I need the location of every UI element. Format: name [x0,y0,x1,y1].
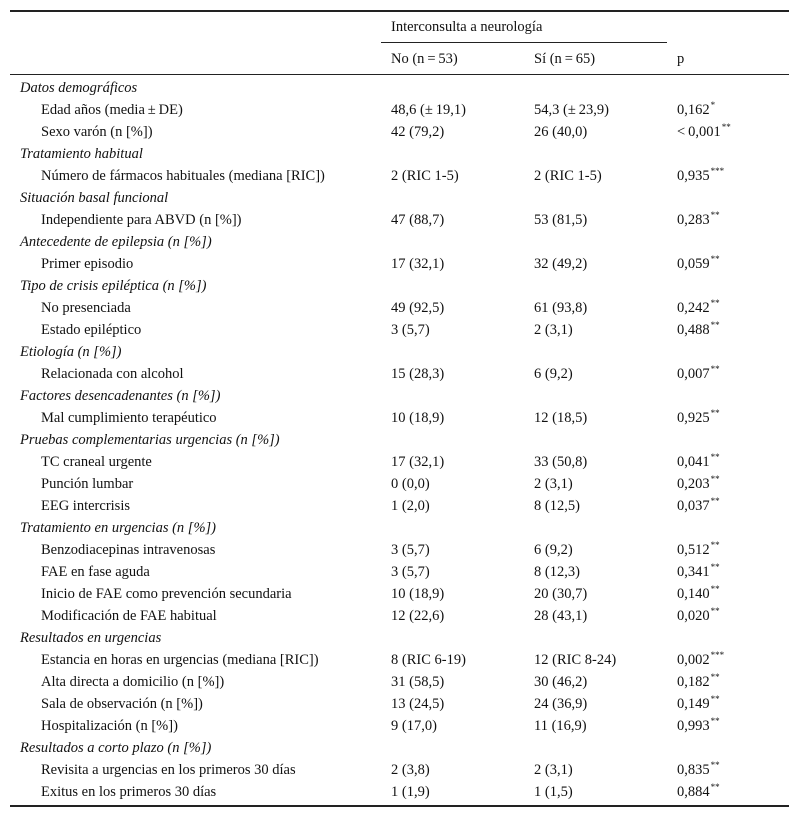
p-value: 0,242 [677,300,710,316]
row-label: Modificación de FAE habitual [41,608,217,624]
p-value: 0,037 [677,498,710,514]
cell-no: 13 (24,5) [391,696,445,712]
cell-si: 61 (93,8) [534,300,588,316]
p-footnote-marker: ** [710,452,720,462]
table-row [0,165,800,187]
cell-no: 17 (32,1) [391,256,445,272]
p-footnote-marker: ** [710,496,720,506]
p-value: 0,162 [677,102,710,118]
column-group-underline [381,42,667,43]
cell-si: 6 (9,2) [534,542,573,558]
cell-no: 49 (92,5) [391,300,445,316]
cell-no: 10 (18,9) [391,410,445,426]
p-value: 0,020 [677,608,710,624]
column-header-p: p [677,51,685,67]
table-row [0,649,800,671]
table-row [0,605,800,627]
cell-no: 1 (2,0) [391,498,430,514]
row-label: Número de fármacos habituales (mediana [RIC]) [41,168,325,184]
row-label: Punción lumbar [41,476,134,492]
cell-no: 15 (28,3) [391,366,445,382]
cell-no: 48,6 (± 19,1) [391,102,466,118]
cell-no: 2 (3,8) [391,762,430,778]
table-row [0,319,800,341]
table-row [0,539,800,561]
row-label: Independiente para ABVD (n [%]) [41,212,242,228]
p-value: 0,182 [677,674,710,690]
cell-si: 2 (3,1) [534,476,573,492]
cell-p [677,649,724,671]
cell-p [677,473,720,495]
cell-si: 12 (RIC 8-24) [534,652,617,668]
row-label: Edad años (media ± DE) [41,102,183,118]
table-row [0,561,800,583]
cell-p [677,605,720,627]
table-row [0,99,800,121]
p-footnote-marker: ** [721,122,731,132]
cell-no: 17 (32,1) [391,454,445,470]
cell-no: 31 (58,5) [391,674,445,690]
p-footnote-marker: ** [710,298,720,308]
section-label: Tratamiento habitual [20,146,143,162]
cell-p [677,209,720,231]
p-footnote-marker: ** [710,782,720,792]
p-value: 0,993 [677,718,710,734]
table-body [0,77,800,803]
table-row [0,759,800,781]
p-footnote-marker: ** [710,760,720,770]
p-value: 0,007 [677,366,710,382]
p-footnote-marker: ** [710,210,720,220]
table-row [0,715,800,737]
p-footnote-marker: *** [710,650,725,660]
cell-si: 30 (46,2) [534,674,588,690]
cell-p [677,781,720,803]
p-value: 0,140 [677,586,710,602]
section-label: Pruebas complementarias urgencias (n [%]) [20,432,280,448]
cell-si: 24 (36,9) [534,696,588,712]
column-header-si: Sí (n = 65) [534,51,596,67]
section-header-row [0,143,800,165]
p-value: 0,041 [677,454,710,470]
cell-si: 8 (12,5) [534,498,580,514]
table-row [0,495,800,517]
cell-si: 28 (43,1) [534,608,588,624]
section-header-row [0,385,800,407]
cell-si: 33 (50,8) [534,454,588,470]
cell-si: 53 (81,5) [534,212,588,228]
cell-p [677,407,720,429]
row-label: No presenciada [41,300,131,316]
cell-si: 8 (12,3) [534,564,580,580]
cell-no: 9 (17,0) [391,718,437,734]
cell-no: 0 (0,0) [391,476,430,492]
cell-si: 2 (3,1) [534,322,573,338]
section-label: Resultados a corto plazo (n [%]) [20,740,212,756]
section-label: Tratamiento en urgencias (n [%]) [20,520,217,536]
p-footnote-marker: ** [710,364,720,374]
cell-no: 8 (RIC 6-19) [391,652,466,668]
table-row [0,407,800,429]
p-value: 0,203 [677,476,710,492]
row-label: Primer episodio [41,256,134,272]
section-label: Resultados en urgencias [20,630,162,646]
p-footnote-marker: ** [710,606,720,616]
cell-p [677,715,720,737]
p-value: 0,884 [677,784,710,800]
table-top-rule [10,10,789,12]
p-footnote-marker: ** [710,408,720,418]
cell-si: 20 (30,7) [534,586,588,602]
cell-p [677,165,724,187]
cell-p [677,297,720,319]
p-value: 0,488 [677,322,710,338]
cell-p [677,561,720,583]
p-footnote-marker: ** [710,562,720,572]
section-header-row [0,517,800,539]
column-header-no: No (n = 53) [391,51,458,67]
section-label: Situación basal funcional [20,190,169,206]
p-value: 0,059 [677,256,710,272]
p-value: 0,935 [677,168,710,184]
p-value: 0,512 [677,542,710,558]
cell-si: 6 (9,2) [534,366,573,382]
section-header-row [0,275,800,297]
section-header-row [0,341,800,363]
cell-no: 12 (22,6) [391,608,445,624]
table-row [0,473,800,495]
cell-p [677,759,720,781]
cell-p [677,99,715,121]
section-header-row [0,429,800,451]
row-label: Sexo varón (n [%]) [41,124,153,140]
row-label: TC craneal urgente [41,454,152,470]
cell-p [677,451,720,473]
section-header-row [0,77,800,99]
p-value: 0,835 [677,762,710,778]
cell-no: 2 (RIC 1-5) [391,168,459,184]
row-label: EEG intercrisis [41,498,130,514]
row-label: Mal cumplimiento terapéutico [41,410,217,426]
section-header-row [0,187,800,209]
section-label: Etiología (n [%]) [20,344,122,360]
table-row [0,253,800,275]
cell-p [677,319,720,341]
row-label: Revisita a urgencias en los primeros 30 días [41,762,296,778]
cell-si: 54,3 (± 23,9) [534,102,609,118]
row-label: Relacionada con alcohol [41,366,184,382]
p-footnote-marker: ** [710,254,720,264]
table-row [0,451,800,473]
header-bottom-rule [10,74,789,75]
table-bottom-rule [10,805,789,807]
row-label: Hospitalización (n [%]) [41,718,178,734]
p-value: 0,283 [677,212,710,228]
row-label: Estancia en horas en urgencias (mediana [RIC]) [41,652,319,668]
cell-si: 11 (16,9) [534,718,587,734]
row-label: Estado epiléptico [41,322,142,338]
p-footnote-marker: ** [710,320,720,330]
table-row [0,693,800,715]
cell-p [677,583,720,605]
section-header-row [0,231,800,253]
cell-no: 10 (18,9) [391,586,445,602]
cell-p [677,253,720,275]
p-footnote-marker: ** [710,540,720,550]
section-label: Antecedente de epilepsia (n [%]) [20,234,212,250]
cell-p [677,495,720,517]
cell-no: 3 (5,7) [391,564,430,580]
table-row [0,583,800,605]
p-footnote-marker: ** [710,584,720,594]
section-label: Factores desencadenantes (n [%]) [20,388,221,404]
p-footnote-marker: ** [710,694,720,704]
row-label: Alta directa a domicilio (n [%]) [41,674,225,690]
row-label: Inicio de FAE como prevención secundaria [41,586,292,602]
row-label: Exitus en los primeros 30 días [41,784,217,800]
cell-no: 1 (1,9) [391,784,430,800]
cell-si: 2 (3,1) [534,762,573,778]
cell-p [677,539,720,561]
cell-si: 2 (RIC 1-5) [534,168,602,184]
section-label: Tipo de crisis epiléptica (n [%]) [20,278,207,294]
cell-si: 32 (49,2) [534,256,588,272]
p-footnote-marker: ** [710,672,720,682]
cell-p [677,363,720,385]
p-value: 0,149 [677,696,710,712]
table-row [0,781,800,803]
p-value: 0,341 [677,564,710,580]
table-row [0,209,800,231]
row-label: Sala de observación (n [%]) [41,696,203,712]
table-row [0,671,800,693]
p-footnote-marker: *** [710,166,725,176]
p-value: 0,002 [677,652,710,668]
column-group-header: Interconsulta a neurología [391,19,543,35]
section-header-row [0,627,800,649]
table-row [0,363,800,385]
table-row [0,121,800,143]
section-header-row [0,737,800,759]
cell-p [677,693,720,715]
row-label: Benzodiacepinas intravenosas [41,542,216,558]
cell-no: 3 (5,7) [391,542,430,558]
row-label: FAE en fase aguda [41,564,150,580]
cell-p [677,121,731,143]
table-row [0,297,800,319]
p-footnote-marker: ** [710,474,720,484]
cell-no: 3 (5,7) [391,322,430,338]
p-value: 0,925 [677,410,710,426]
cell-p [677,671,720,693]
cell-si: 12 (18,5) [534,410,588,426]
p-footnote-marker: ** [710,716,720,726]
p-footnote-marker: * [710,100,716,110]
p-value: < 0,001 [677,124,721,140]
cell-si: 26 (40,0) [534,124,588,140]
cell-no: 47 (88,7) [391,212,445,228]
cell-no: 42 (79,2) [391,124,445,140]
section-label: Datos demográficos [20,80,138,96]
cell-si: 1 (1,5) [534,784,573,800]
